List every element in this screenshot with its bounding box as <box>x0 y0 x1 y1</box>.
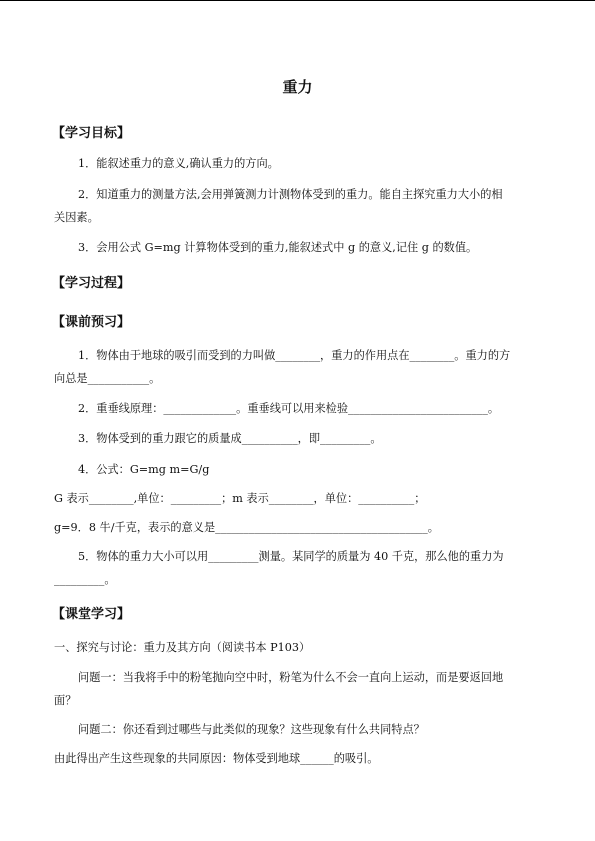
classroom-line: 一、探究与讨论：重力及其方向（阅读书本 P103） <box>54 641 311 654</box>
section-heading-classroom: 【课堂学习】 <box>52 607 131 622</box>
classroom-line: 问题二：你还看到过哪些与此类似的现象？这些现象有什么共同特点？ <box>78 723 425 736</box>
classroom-line: 由此得出产生这些现象的共同原因：物体受到地球______的吸引。 <box>54 752 379 765</box>
preview-line: 3．物体受到的重力跟它的质量成__________，即_________。 <box>78 432 382 445</box>
classroom-line: 问题一：当我将手中的粉笔抛向空中时，粉笔为什么不会一直向上运动，而是要返回地 <box>78 671 504 684</box>
preview-line: 向总是___________。 <box>54 372 161 385</box>
goal-line: 3．会用公式 G=mg 计算物体受到的重力,能叙述式中 g 的意义,记住 g 的数值。 <box>78 241 478 254</box>
preview-line: 1．物体由于地球的吸引而受到的力叫做________，重力的作用点在________。重力的方 <box>78 349 511 362</box>
preview-line: 2．重垂线原理：_____________。重垂线可以用来检验_________________________。 <box>78 402 500 415</box>
preview-line: 4．公式：G=mg m=G/g <box>78 463 210 476</box>
section-heading-goals: 【学习目标】 <box>52 126 131 141</box>
preview-line: G 表示________,单位：_________；m 表示________，单位：__________； <box>54 492 426 505</box>
section-heading-process: 【学习过程】 <box>52 276 131 291</box>
goal-line: 关因素。 <box>54 211 99 224</box>
goal-line: 1．能叙述重力的意义,确认重力的方向。 <box>78 157 279 170</box>
goal-line: 2．知道重力的测量方法,会用弹簧测力计测物体受到的重力。能自主探究重力大小的相 <box>78 188 503 201</box>
page-top-rule <box>0 0 595 1</box>
preview-line: 5．物体的重力大小可以用_________测量。某同学的质量为 40 千克，那么他的重力为 <box>78 550 504 563</box>
preview-line: _________。 <box>54 573 116 586</box>
classroom-line: 面？ <box>54 694 77 707</box>
preview-line: g=9．8 牛/千克，表示的意义是______________________________________。 <box>54 521 439 534</box>
page-title: 重力 <box>282 78 313 96</box>
section-heading-preview: 【课前预习】 <box>52 315 131 330</box>
